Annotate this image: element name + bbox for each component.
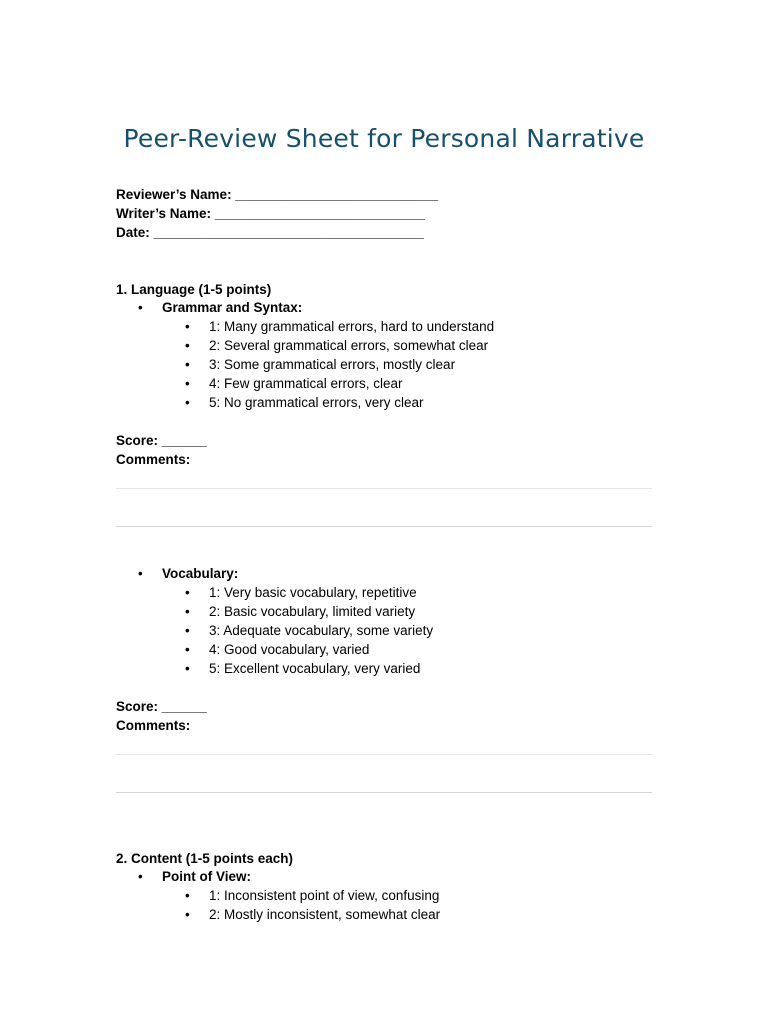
list-item-grammar: [138, 298, 302, 317]
bullet-icon: •: [138, 300, 143, 315]
grammar-score-field: Score: ______: [116, 433, 207, 448]
bullet-icon: •: [185, 357, 190, 372]
section-heading-content: 2. Content (1-5 points each): [116, 851, 294, 866]
rubric-item: 4: Few grammatical errors, clear: [209, 376, 403, 391]
list-item: [185, 621, 433, 640]
bullet-icon: •: [185, 623, 190, 638]
list-item: [185, 317, 494, 336]
list-item: [185, 336, 488, 355]
list-item: [185, 886, 439, 905]
grammar-comments-label: Comments:: [116, 452, 191, 467]
bullet-icon: •: [185, 907, 190, 922]
list-item-vocabulary: [138, 564, 238, 583]
rubric-item: 2: Mostly inconsistent, somewhat clear: [209, 907, 441, 922]
comment-line: [116, 488, 652, 489]
list-item: [185, 583, 417, 602]
vocabulary-comments-label: Comments:: [116, 718, 191, 733]
bullet-icon: •: [185, 585, 190, 600]
list-item: [185, 355, 455, 374]
grammar-label: Grammar and Syntax:: [162, 300, 303, 315]
rubric-item: 2: Several grammatical errors, somewhat clear: [209, 338, 489, 353]
list-item-point-of-view: [138, 867, 251, 886]
rubric-item: 1: Many grammatical errors, hard to understand: [209, 319, 495, 334]
bullet-icon: •: [185, 395, 190, 410]
rubric-item: 1: Very basic vocabulary, repetitive: [209, 585, 417, 600]
bullet-icon: •: [138, 566, 143, 581]
writer-name-field: Writer’s Name: ____________________________: [116, 206, 426, 221]
rubric-item: 3: Adequate vocabulary, some variety: [209, 623, 434, 638]
bullet-icon: •: [185, 604, 190, 619]
comment-line: [116, 792, 652, 793]
bullet-icon: •: [138, 869, 143, 884]
bullet-icon: •: [185, 642, 190, 657]
vocabulary-label: Vocabulary:: [162, 566, 239, 581]
comment-line: [116, 754, 652, 755]
vocabulary-score-field: Score: ______: [116, 699, 207, 714]
pov-label: Point of View:: [162, 869, 252, 884]
bullet-icon: •: [185, 661, 190, 676]
bullet-icon: •: [185, 319, 190, 334]
rubric-item: 5: Excellent vocabulary, very varied: [209, 661, 421, 676]
document-title: Peer-Review Sheet for Personal Narrative: [123, 124, 645, 153]
list-item: [185, 602, 415, 621]
comment-line: [116, 526, 652, 527]
section-heading-language: 1. Language (1-5 points): [116, 282, 272, 297]
rubric-item: 5: No grammatical errors, very clear: [209, 395, 424, 410]
bullet-icon: •: [185, 888, 190, 903]
list-item: [185, 905, 440, 924]
bullet-icon: •: [185, 338, 190, 353]
reviewer-name-field: Reviewer’s Name: ___________________________: [116, 187, 439, 202]
rubric-item: 3: Some grammatical errors, mostly clear: [209, 357, 456, 372]
list-item: [185, 374, 403, 393]
bullet-icon: •: [185, 376, 190, 391]
list-item: [185, 393, 424, 412]
date-field: Date: ____________________________________: [116, 225, 424, 240]
rubric-item: 1: Inconsistent point of view, confusing: [209, 888, 440, 903]
list-item: [185, 640, 369, 659]
rubric-item: 4: Good vocabulary, varied: [209, 642, 370, 657]
list-item: [185, 659, 420, 678]
rubric-item: 2: Basic vocabulary, limited variety: [209, 604, 416, 619]
